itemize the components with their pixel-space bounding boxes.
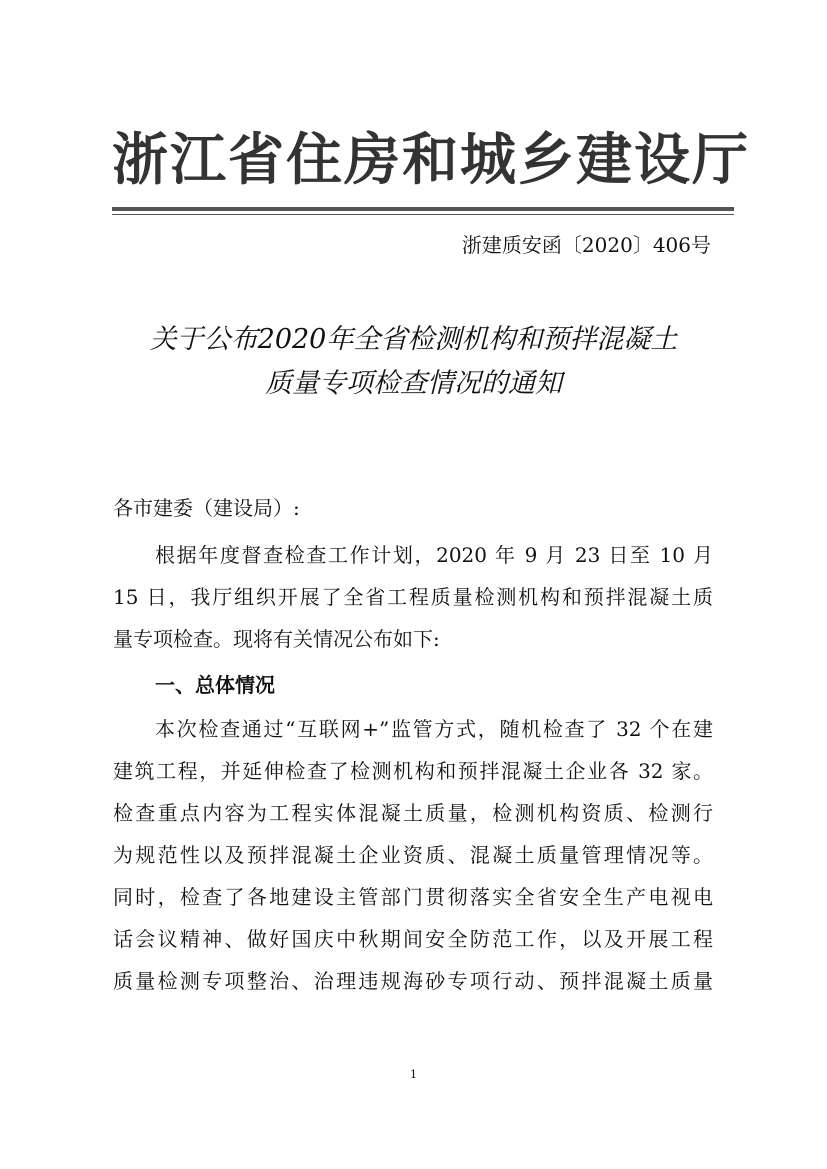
document-title-line-2: 质量专项检查情况的通知 [265,368,562,399]
paragraph-line: 检查重点内容为工程实体混凝土质量，检测机构资质、检测行 [113,801,713,825]
section-heading-overview: 一、总体情况 [155,673,275,697]
paragraph-line: 本次检查通过“互联网+”监管方式，随机检查了 32 个在建 [155,717,713,741]
paragraph-line: 话会议精神、做好国庆中秋期间安全防范工作，以及开展工程 [113,927,713,951]
paragraph-1 [113,534,713,660]
salutation: 各市建委（建设局）: [113,496,300,520]
paragraph-line: 根据年度督查检查工作计划，2020 年 9 月 23 日至 10 月 [155,543,713,567]
paragraph-line: 量专项检查。现将有关情况公布如下: [113,627,440,651]
header-divider-thick [112,207,734,211]
organization-header: 浙江省住房和城乡建设厅 [112,128,750,193]
document-title-line-1: 关于公布2020年全省检测机构和预拌混凝土 [149,324,678,355]
page-number: 1 [410,1068,417,1081]
document-title [100,318,727,406]
header-divider-thin [112,214,734,215]
document-number: 浙建质安函〔2020〕406号 [461,233,711,257]
paragraph-2 [113,708,713,1002]
paragraph-line: 同时，检查了各地建设主管部门贯彻落实全省安全生产电视电 [113,885,713,909]
paragraph-line: 建筑工程，并延伸检查了检测机构和预拌混凝土企业各 32 家。 [113,759,713,783]
paragraph-line: 15 日，我厅组织开展了全省工程质量检测机构和预拌混凝土质 [113,585,713,609]
paragraph-line: 为规范性以及预拌混凝土企业资质、混凝土质量管理情况等。 [113,843,713,867]
paragraph-line: 质量检测专项整治、治理违规海砂专项行动、预拌混凝土质量 [113,969,713,993]
